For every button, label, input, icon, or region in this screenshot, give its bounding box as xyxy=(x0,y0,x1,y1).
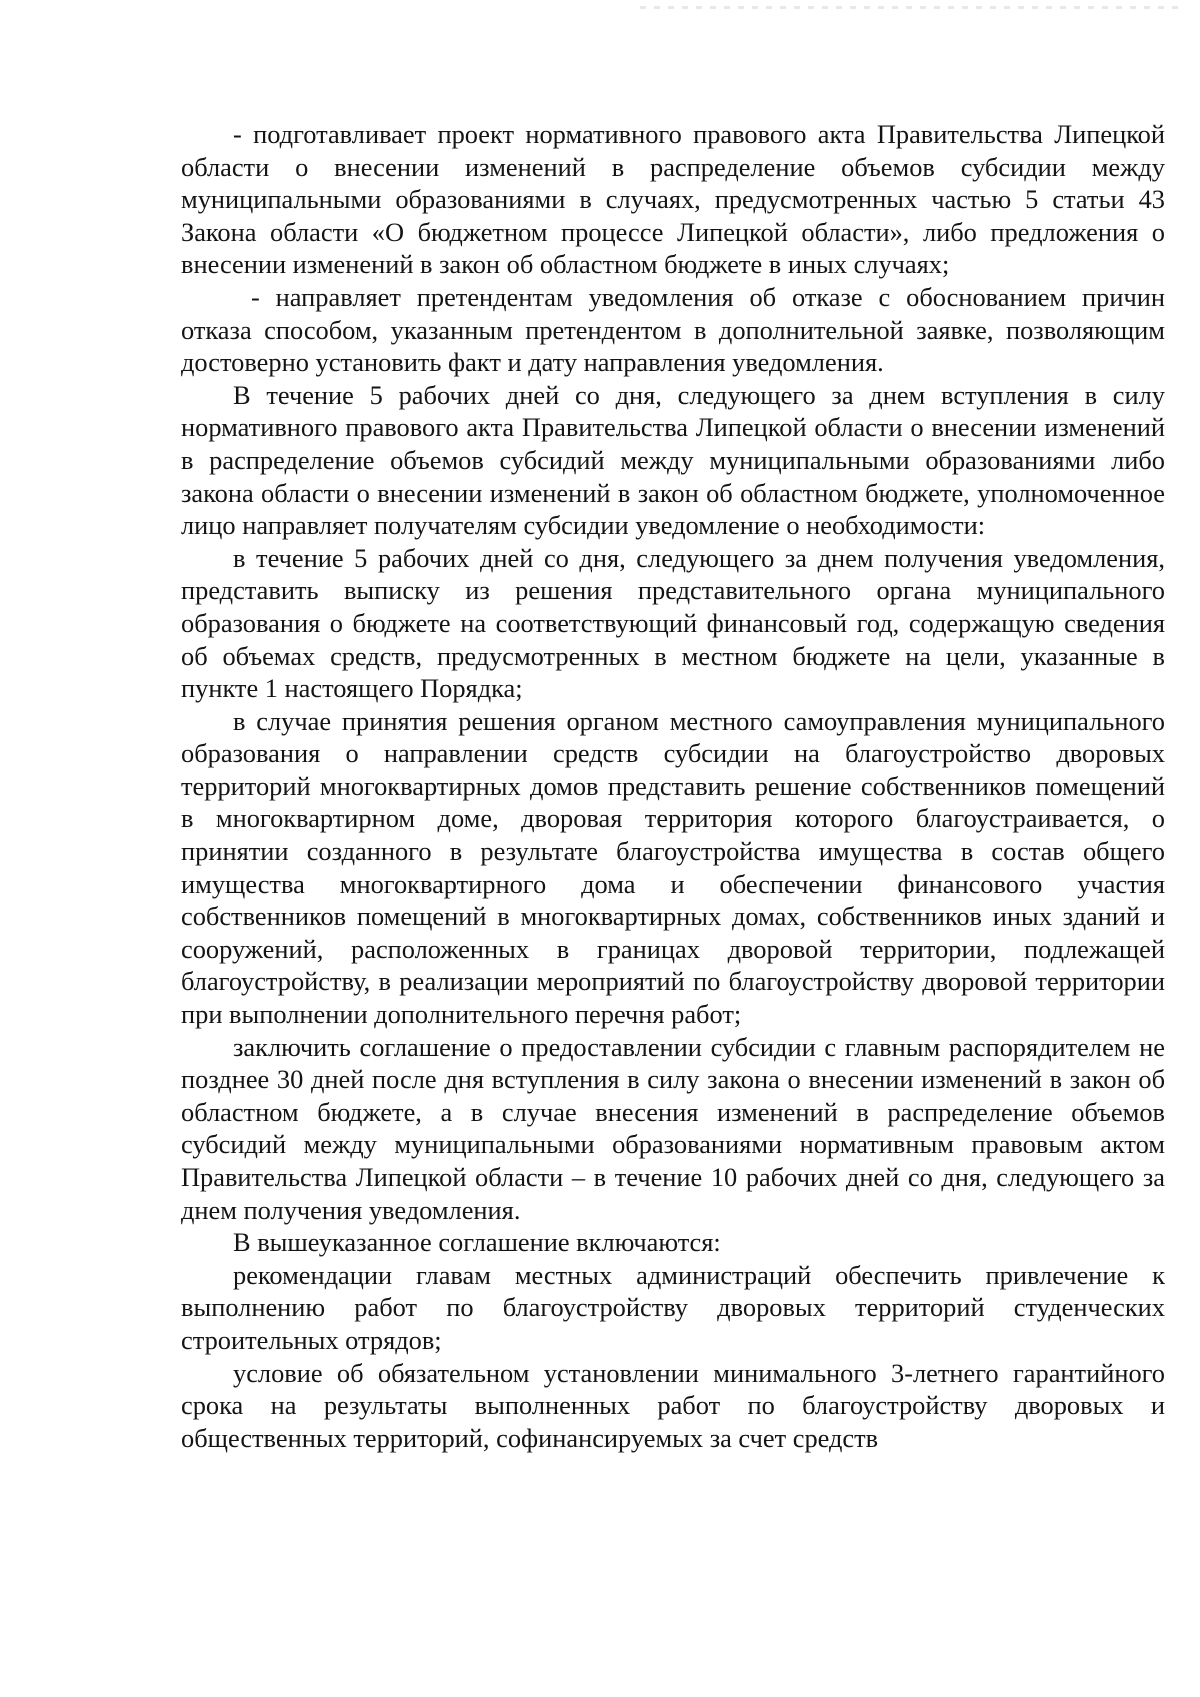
document-body xyxy=(181,118,1165,1454)
paragraph-agreement-includes: В вышеуказанное соглашение включаются: xyxy=(233,1227,721,1258)
paragraph-prepare-draft-act: - подготавливает проект нормативного правового акта Правительства Липецкой области о внесении изменений в распределение объемов субсидии между муниципальными образованиями в случаях, предусмотренных частью 5 статьи 43 Закона области «О бюджетном процессе Липецкой области», либо предложения о внесении изменений в закон об областном бюджете в иных случаях; xyxy=(181,119,1165,280)
paragraph-warranty-condition: условие об обязательном установлении минимального 3-летнего гарантийного срока на результаты выполненных работ по благоустройству дворовых и общественных территорий, софинансируемых за счет средств xyxy=(181,1357,1165,1453)
paragraph-student-teams: рекомендации главам местных администраций обеспечить привлечение к выполнению работ по благоустройству дворовых территорий студенческих строительных отрядов; xyxy=(181,1259,1165,1355)
paragraph-send-refusal-notices: - направляет претендентам уведомления об отказе с обоснованием причин отказа способом, указанным претендентом в дополнительной заявке, позволяющим достоверно установить факт и дату направления уведомления. xyxy=(181,281,1165,378)
paragraph-five-days-notice: В течение 5 рабочих дней со дня, следующего за днем вступления в силу нормативного правового акта Правительства Липецкой области о внесении изменений в распределение объемов субсидий между муниципальными образованиями либо закона области о внесении изменений в закон об областном бюджете, уполномоченное лицо направляет получателям субсидии уведомление о необходимости: xyxy=(181,379,1165,541)
paragraph-budget-extract: в течение 5 рабочих дней со дня, следующего за днем получения уведомления, представить выписку из решения представительного органа муниципального образования о бюджете на соответствующий финансовый год, содержащую сведения об объемах средств, предусмотренных в местном бюджете на цели, указанные в пункте 1 настоящего Порядка; xyxy=(181,542,1165,704)
paragraph-conclude-agreement: заключить соглашение о предоставлении субсидии с главным распорядителем не позднее 30 дней после дня вступления в силу закона о внесении изменений в закон об областном бюджете, а в случае внесения изменений в распределение объемов субсидий между муниципальными образованиями нормативным правовым актом Правительства Липецкой области – в течение 10 рабочих дней со дня, следующего за днем получения уведомления. xyxy=(181,1031,1165,1225)
paragraph-owners-decision: в случае принятия решения органом местного самоуправления муниципального образования о направлении средств субсидии на благоустройство дворовых территорий многоквартирных домов представить решение собственников помещений в многоквартирном доме, дворовая территория которого благоустраивается, о принятии созданного в результате благоустройства имущества в состав общего имущества многоквартирного дома и обеспечении финансового участия собственников помещений в многоквартирных домах, собственников иных зданий и сооружений, расположенных в границах дворовой территории, подлежащей благоустройству, в реализации мероприятий по благоустройству дворовой территории при выполнении дополнительного перечня работ; xyxy=(181,705,1165,1030)
scan-artifact xyxy=(640,6,1180,9)
